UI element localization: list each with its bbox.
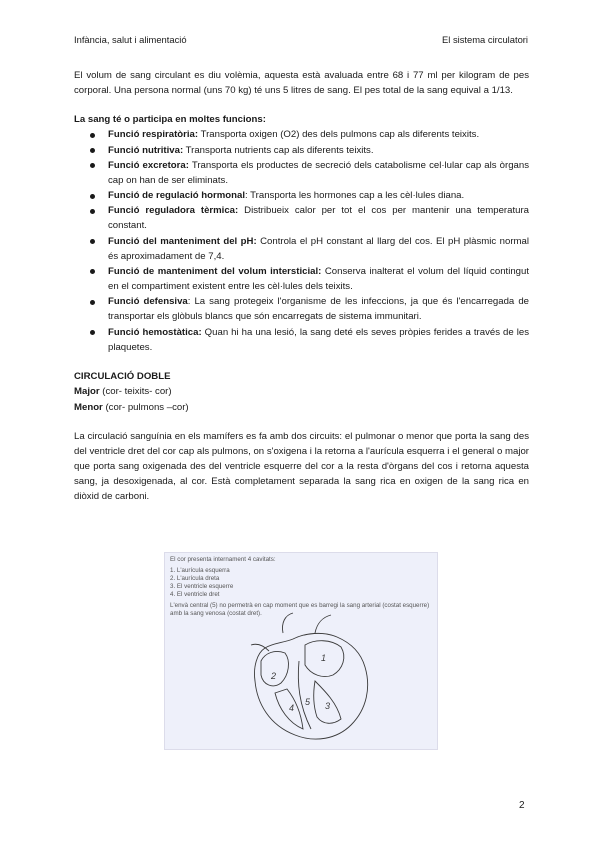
function-text: Quan hi ha una lesió, la sang deté els seves pròpies ferides a través de les plaquetes. <box>108 326 529 353</box>
function-text: Transporta oxigen (O2) des dels pulmons cap als diferents teixits. <box>198 129 480 141</box>
circulation-paragraph: La circulació sanguínia en els mamífers es fa amb dos circuits: el pulmonar o menor que porta la sang des del ventricle dret del cor cap als pulmons, on s'oxigena i la retorna a l'aurícula esquerra i el general o major que porta sang oxigenada des del ventricle esquerre del cor a la resta d'òrgans del cos i retorna aquesta sang, ja desoxigenada, al cor. Està completament separada la sang rica en oxigen de la sang rica en diòxid de carboni. <box>74 430 529 503</box>
function-text: : Transporta les hormones cap a les cèl·lules diana. <box>245 190 465 202</box>
section-title: CIRCULACIÓ DOBLE <box>74 370 171 382</box>
page-number: 2 <box>519 800 525 811</box>
figure-caption <box>170 556 432 618</box>
minor-circulation <box>74 400 529 415</box>
function-term: Funció de regulació hormonal <box>108 190 245 202</box>
header-right: El sistema circulatori <box>442 34 528 45</box>
header-left: Infància, salut i alimentació <box>74 34 187 45</box>
function-term: Funció de manteniment del volum intersticial: <box>108 265 322 277</box>
heart-outline <box>254 633 367 739</box>
function-text: : La sang protegeix l'organisme de les infeccions, ja que és l'encarregada de transportar els glòbuls blancs que són encarregats de sistema immunitari. <box>108 296 529 323</box>
functions-list <box>74 127 529 354</box>
function-text: Distribueix calor per tot el cos per mantenir una temperatura constant. <box>108 205 529 232</box>
list-item <box>108 294 529 324</box>
function-term: Funció respiratòria: <box>108 129 199 141</box>
cavities-list <box>170 567 432 599</box>
label-4: 4 <box>289 703 295 713</box>
major-term: Major <box>74 386 100 398</box>
minor-text: (cor- pulmons –cor) <box>102 401 189 413</box>
label-3: 3 <box>325 701 331 711</box>
figure-intro: El cor presenta internament 4 cavitats: <box>170 556 276 563</box>
list-item <box>108 127 529 142</box>
list-item: 1. L'aurícula esquerra <box>170 567 230 575</box>
function-term: Funció reguladora tèrmica: <box>108 205 239 217</box>
septum <box>298 661 311 729</box>
list-item <box>108 234 529 264</box>
list-item <box>108 188 529 203</box>
list-item <box>108 203 529 233</box>
intro-paragraph: El volum de sang circulant es diu volèmia, aquesta està avaluada entre 68 i 77 ml per kilogram de pes corporal. Una persona normal (uns 70 kg) té uns 5 litres de sang. El pes total de la sang equival a 1/13. <box>74 70 529 97</box>
list-item: 4. El ventricle dret <box>170 591 220 599</box>
major-text: (cor- teixits- cor) <box>99 386 172 398</box>
list-item <box>108 325 529 355</box>
label-1: 1 <box>321 653 327 663</box>
functions-heading: La sang té o participa en moltes funcions: <box>74 114 266 126</box>
function-text: Transporta els productes de secreció dels catabolisme cel·lular cap als òrgans cap on han de ser eliminats. <box>108 159 529 186</box>
label-2: 2 <box>271 671 277 681</box>
label-5: 5 <box>305 697 311 707</box>
circulation-section <box>74 369 529 415</box>
function-term: Funció hemostàtica: <box>108 326 202 338</box>
document-body <box>74 68 529 505</box>
heart-figure <box>164 552 438 750</box>
function-text: Conserva inalterat el volum del líquid contingut en el compartiment existent entre les cèl·lules dels teixits. <box>108 265 529 293</box>
function-term: Funció nutritiva: <box>108 144 184 156</box>
list-item <box>108 143 529 158</box>
minor-term: Menor <box>74 401 103 413</box>
list-item <box>108 264 529 294</box>
function-term: Funció del manteniment del pH: <box>108 235 257 247</box>
list-item <box>108 158 529 188</box>
function-term: Funció excretora: <box>108 159 189 171</box>
function-term: Funció defensiva <box>108 296 188 308</box>
major-circulation <box>74 384 529 399</box>
function-text: Controla el pH constant al llarg del cos. El pH plàsmic normal és aproximadament de 7,4. <box>108 235 529 262</box>
figure-note: L'envà central (5) no permetrà en cap moment que es barregi la sang arterial (costat esquerre) amb la sang venosa (costat dret). <box>170 602 430 618</box>
function-text: Transporta nutrients cap als diferents teixits. <box>183 144 374 156</box>
list-item: 3. El ventricle esquerre <box>170 583 234 591</box>
list-item: 2. L'aurícula dreta <box>170 575 220 583</box>
